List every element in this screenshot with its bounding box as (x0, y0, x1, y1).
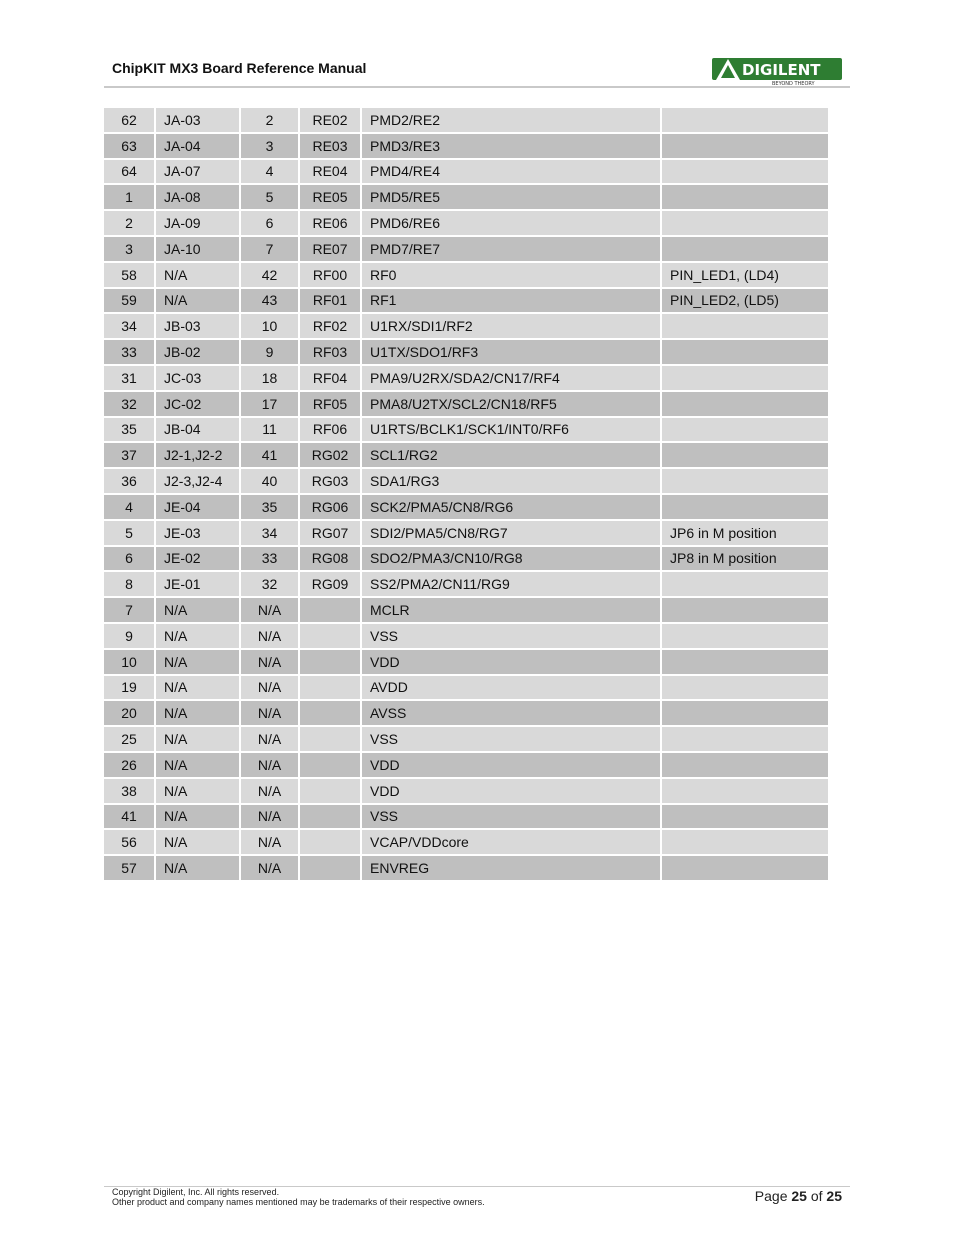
table-row (104, 263, 828, 287)
table-cell: 36 (104, 469, 154, 493)
table-cell: PMD4/RE4 (362, 160, 660, 184)
pin-table-body (104, 108, 828, 880)
table-cell: 40 (241, 469, 298, 493)
table-cell: RF01 (300, 289, 360, 313)
table-cell: 34 (241, 521, 298, 545)
table-cell: N/A (241, 701, 298, 725)
pin-table (102, 106, 830, 882)
table-cell: PIN_LED2, (LD5) (662, 289, 828, 313)
table-cell (662, 753, 828, 777)
table-cell: JA-07 (156, 160, 239, 184)
table-cell: 6 (241, 211, 298, 235)
table-cell: 7 (104, 598, 154, 622)
table-row (104, 211, 828, 235)
table-cell: 6 (104, 547, 154, 571)
table-cell: 42 (241, 263, 298, 287)
table-cell: 1 (104, 185, 154, 209)
table-cell (662, 624, 828, 648)
table-cell: N/A (156, 263, 239, 287)
table-row (104, 366, 828, 390)
table-row (104, 624, 828, 648)
table-cell: 2 (241, 108, 298, 132)
table-cell: 35 (104, 418, 154, 442)
table-cell: ENVREG (362, 856, 660, 880)
digilent-logo (712, 56, 844, 86)
table-cell: VCAP/VDDcore (362, 830, 660, 854)
page-prefix: Page (754, 1188, 792, 1204)
table-cell: VSS (362, 727, 660, 751)
table-cell: RG07 (300, 521, 360, 545)
table-cell: N/A (241, 856, 298, 880)
table-cell: RF1 (362, 289, 660, 313)
table-row (104, 650, 828, 674)
table-cell: 20 (104, 701, 154, 725)
table-cell: RE02 (300, 108, 360, 132)
table-row (104, 392, 828, 416)
table-cell (300, 701, 360, 725)
table-cell: RG02 (300, 443, 360, 467)
table-cell: 4 (241, 160, 298, 184)
table-row (104, 753, 828, 777)
copyright-notice (112, 1187, 485, 1207)
table-cell: JA-04 (156, 134, 239, 158)
table-cell: 63 (104, 134, 154, 158)
page-current: 25 (791, 1188, 807, 1204)
table-cell (662, 598, 828, 622)
table-cell: 35 (241, 495, 298, 519)
table-cell: RG03 (300, 469, 360, 493)
table-cell: JC-02 (156, 392, 239, 416)
table-cell: RE04 (300, 160, 360, 184)
table-cell: PMD7/RE7 (362, 237, 660, 261)
table-cell (662, 727, 828, 751)
table-cell: JE-03 (156, 521, 239, 545)
table-row (104, 237, 828, 261)
table-cell: RG08 (300, 547, 360, 571)
table-row (104, 727, 828, 751)
table-cell: PMD6/RE6 (362, 211, 660, 235)
table-cell: 56 (104, 830, 154, 854)
table-cell: 32 (104, 392, 154, 416)
table-row (104, 134, 828, 158)
table-cell: JB-04 (156, 418, 239, 442)
table-cell (300, 753, 360, 777)
table-cell: 34 (104, 314, 154, 338)
table-cell: SS2/PMA2/CN11/RG9 (362, 572, 660, 596)
table-cell: PMD5/RE5 (362, 185, 660, 209)
table-row (104, 572, 828, 596)
table-cell (662, 392, 828, 416)
page-total: 25 (826, 1188, 842, 1204)
table-cell: 5 (241, 185, 298, 209)
table-cell: RF05 (300, 392, 360, 416)
table-row (104, 547, 828, 571)
table-cell: RF04 (300, 366, 360, 390)
table-row (104, 108, 828, 132)
table-cell: N/A (156, 830, 239, 854)
table-row (104, 314, 828, 338)
table-cell (300, 779, 360, 803)
table-cell: RE07 (300, 237, 360, 261)
table-row (104, 340, 828, 364)
table-cell: N/A (241, 650, 298, 674)
table-cell: N/A (241, 676, 298, 700)
table-cell (662, 108, 828, 132)
table-cell: N/A (241, 805, 298, 829)
table-cell (662, 676, 828, 700)
table-cell: 64 (104, 160, 154, 184)
table-cell (662, 340, 828, 364)
table-cell: 10 (104, 650, 154, 674)
table-cell: 3 (241, 134, 298, 158)
table-row (104, 521, 828, 545)
table-cell: JB-03 (156, 314, 239, 338)
table-cell (300, 727, 360, 751)
table-cell: JE-04 (156, 495, 239, 519)
table-row (104, 160, 828, 184)
table-cell: SDI2/PMA5/CN8/RG7 (362, 521, 660, 545)
table-cell: JA-08 (156, 185, 239, 209)
table-cell (300, 598, 360, 622)
table-cell (662, 650, 828, 674)
table-cell: RF06 (300, 418, 360, 442)
table-cell: N/A (156, 727, 239, 751)
table-cell (662, 830, 828, 854)
table-cell: 9 (241, 340, 298, 364)
table-cell: 38 (104, 779, 154, 803)
table-cell: N/A (241, 727, 298, 751)
table-cell: PIN_LED1, (LD4) (662, 263, 828, 287)
table-cell (300, 676, 360, 700)
table-cell (662, 495, 828, 519)
table-cell: RG06 (300, 495, 360, 519)
document-title: ChipKIT MX3 Board Reference Manual (112, 60, 367, 76)
table-cell: U1RX/SDI1/RF2 (362, 314, 660, 338)
table-cell: N/A (156, 779, 239, 803)
table-cell: PMA9/U2RX/SDA2/CN17/RF4 (362, 366, 660, 390)
table-cell: VDD (362, 779, 660, 803)
table-row (104, 469, 828, 493)
page-number (755, 1188, 842, 1204)
table-cell: JB-02 (156, 340, 239, 364)
table-cell: 33 (241, 547, 298, 571)
table-cell: U1RTS/BCLK1/SCK1/INT0/RF6 (362, 418, 660, 442)
table-cell: N/A (156, 676, 239, 700)
table-cell: 9 (104, 624, 154, 648)
table-cell: 59 (104, 289, 154, 313)
table-cell: 25 (104, 727, 154, 751)
table-cell: JC-03 (156, 366, 239, 390)
table-cell: AVDD (362, 676, 660, 700)
table-cell: SDO2/PMA3/CN10/RG8 (362, 547, 660, 571)
table-cell: VDD (362, 650, 660, 674)
table-row (104, 830, 828, 854)
table-cell: J2-1,J2-2 (156, 443, 239, 467)
table-cell (300, 830, 360, 854)
table-cell: JP6 in M position (662, 521, 828, 545)
table-cell: 62 (104, 108, 154, 132)
table-cell: 57 (104, 856, 154, 880)
table-cell: PMD3/RE3 (362, 134, 660, 158)
table-cell: 17 (241, 392, 298, 416)
table-cell: JP8 in M position (662, 547, 828, 571)
table-cell: SDA1/RG3 (362, 469, 660, 493)
page-of: of (806, 1188, 827, 1204)
table-cell: 33 (104, 340, 154, 364)
table-cell: SCL1/RG2 (362, 443, 660, 467)
table-cell: 41 (241, 443, 298, 467)
table-cell: 37 (104, 443, 154, 467)
table-cell: 5 (104, 521, 154, 545)
table-row (104, 805, 828, 829)
table-cell: JA-10 (156, 237, 239, 261)
table-cell: VDD (362, 753, 660, 777)
table-cell: SCK2/PMA5/CN8/RG6 (362, 495, 660, 519)
table-cell: 26 (104, 753, 154, 777)
table-cell: 19 (104, 676, 154, 700)
table-cell (662, 701, 828, 725)
table-cell: 2 (104, 211, 154, 235)
table-cell: RE05 (300, 185, 360, 209)
table-cell (300, 624, 360, 648)
table-cell (300, 856, 360, 880)
table-cell: N/A (241, 830, 298, 854)
table-cell: RF0 (362, 263, 660, 287)
table-cell: JE-01 (156, 572, 239, 596)
table-row (104, 418, 828, 442)
table-cell: N/A (156, 624, 239, 648)
table-cell: RF03 (300, 340, 360, 364)
table-cell (662, 805, 828, 829)
copyright-line-2: Other product and company names mentioned may be trademarks of their respective owners. (112, 1197, 485, 1207)
table-cell (662, 469, 828, 493)
table-cell: 8 (104, 572, 154, 596)
table-cell: PMA8/U2TX/SCL2/CN18/RF5 (362, 392, 660, 416)
table-row (104, 676, 828, 700)
table-cell: AVSS (362, 701, 660, 725)
table-cell (662, 418, 828, 442)
table-row (104, 598, 828, 622)
table-cell: 10 (241, 314, 298, 338)
table-cell: RG09 (300, 572, 360, 596)
table-cell (662, 314, 828, 338)
copyright-line-1: Copyright Digilent, Inc. All rights reserved. (112, 1187, 280, 1197)
table-cell (662, 366, 828, 390)
table-cell: RE06 (300, 211, 360, 235)
table-cell: N/A (156, 650, 239, 674)
table-cell: N/A (156, 701, 239, 725)
table-row (104, 779, 828, 803)
table-cell: VSS (362, 805, 660, 829)
table-cell (662, 134, 828, 158)
table-cell: N/A (241, 753, 298, 777)
table-row (104, 495, 828, 519)
table-cell: N/A (156, 289, 239, 313)
table-cell: 43 (241, 289, 298, 313)
table-cell: 18 (241, 366, 298, 390)
table-cell: PMD2/RE2 (362, 108, 660, 132)
table-cell (662, 779, 828, 803)
table-cell (662, 185, 828, 209)
table-cell: N/A (156, 598, 239, 622)
table-row (104, 443, 828, 467)
table-cell: J2-3,J2-4 (156, 469, 239, 493)
table-cell: JA-09 (156, 211, 239, 235)
table-cell: JE-02 (156, 547, 239, 571)
table-cell (300, 650, 360, 674)
table-cell: N/A (241, 598, 298, 622)
table-row (104, 185, 828, 209)
table-cell: N/A (241, 779, 298, 803)
table-cell: 31 (104, 366, 154, 390)
table-cell: RE03 (300, 134, 360, 158)
logo-tagline: BEYOND THEORY (772, 81, 815, 86)
logo-text: DIGILENT (742, 61, 821, 79)
table-cell: 3 (104, 237, 154, 261)
table-row (104, 289, 828, 313)
table-cell: 58 (104, 263, 154, 287)
table-cell (300, 805, 360, 829)
table-cell: U1TX/SDO1/RF3 (362, 340, 660, 364)
table-cell: 41 (104, 805, 154, 829)
table-cell: 4 (104, 495, 154, 519)
table-cell: 7 (241, 237, 298, 261)
table-cell (662, 443, 828, 467)
table-cell (662, 211, 828, 235)
table-row (104, 701, 828, 725)
table-row (104, 856, 828, 880)
table-cell: N/A (156, 856, 239, 880)
table-cell: VSS (362, 624, 660, 648)
header-divider (104, 86, 850, 88)
table-cell: RF00 (300, 263, 360, 287)
table-cell: N/A (241, 624, 298, 648)
table-cell: JA-03 (156, 108, 239, 132)
table-cell: 11 (241, 418, 298, 442)
table-cell: 32 (241, 572, 298, 596)
table-cell: RF02 (300, 314, 360, 338)
table-cell: N/A (156, 753, 239, 777)
table-cell: N/A (156, 805, 239, 829)
table-cell (662, 160, 828, 184)
table-cell (662, 237, 828, 261)
table-cell (662, 572, 828, 596)
table-cell: MCLR (362, 598, 660, 622)
table-cell (662, 856, 828, 880)
